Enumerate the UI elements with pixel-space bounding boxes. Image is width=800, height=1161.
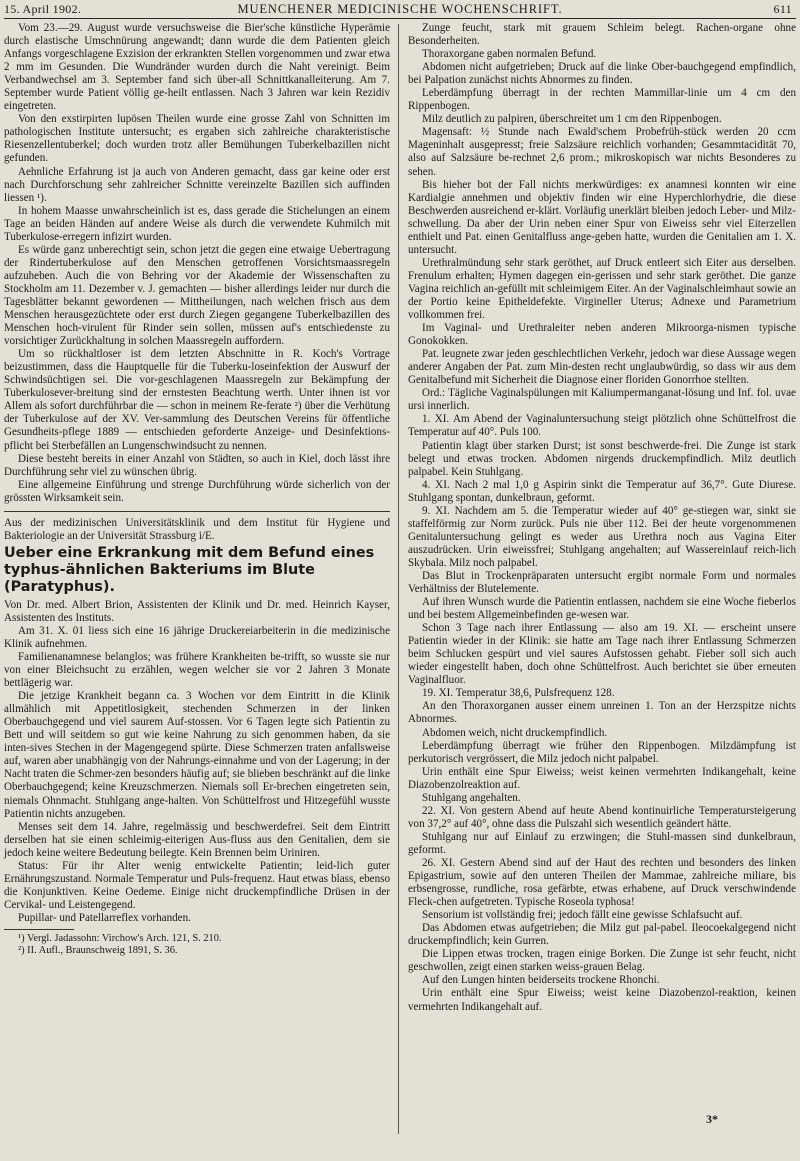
paragraph: 4. XI. Nach 2 mal 1,0 g Aspirin sinkt die Temperatur auf 36,7°. Gute Diurese. Stuhlgang spontan, dunkelbraun, geformt. xyxy=(408,478,796,504)
paragraph: 19. XI. Temperatur 38,6, Pulsfrequenz 128. xyxy=(422,687,615,700)
paragraph: Familienanamnese belanglos; was frühere Krankheiten be-trifft, so wusste sie nur von einer Bleichsucht zu erzählen, wegen welcher sie vor 2 Jahren 3 Monate bettlägerig war. xyxy=(4,651,390,690)
paragraph: 26. XI. Gestern Abend sind auf der Haut des rechten und besonders des linken Epigastrium, sowie auf den unteren Theilen der Mammae, zahlreiche miliare, bis erbsengrosse, rundliche, rosa gefärbte, etwas erhabene, auf Druck verschwindende Fleck-chen aufgetreten. Typische Roseola typhosa! xyxy=(408,857,796,909)
paragraph: Urin enthält eine Spur Eiweiss; weist keinen vermehrten Indikangehalt, keine Diazobenzolreaktion auf. xyxy=(408,765,796,791)
paragraph: Bis hieher bot der Fall nichts merkwürdiges: ex anamnesi konnten wir eine Kardialgie annehmen und objektiv finden wir eine Hyperchlorhydrie, die diese Beschwerden ausreichend er-klärt. Vorläufig unerklärt bleiben jedoch Leber- und Milz-schwellung. Da aber der Urin neben einer Spur von Eiweiss sehr viel Eiterzellen enthielt und Pat. einen Genitalfluss ange-geben hatte, wurden die Genitalien am 1. X. untersucht. xyxy=(408,178,796,256)
paragraph: Vom 23.—29. August wurde versuchsweise die Bier'sche künstliche Hyperämie durch elastische Umschnürung angewandt; dann wurde die dem Patienten gleich Anfangs vorgeschlagene Exzision der erkrankten Stellen vorgenommen und zwar etwa 2 mm im Gesunden. Die Wundränder wurden durch die Naht vereinigt. Beim Verbandwechsel am 3. September fand sich über-all Schnittkanalleiterung. Am 7. September wurde Patient völlig ge-heilt entlassen. Nach 3 Jahren war kein Rezidiv eingetreten. xyxy=(4,22,390,113)
page-number: 611 xyxy=(773,2,792,16)
footnote-rule xyxy=(4,929,74,930)
paragraph: Zunge feucht, stark mit grauem Schleim belegt. Rachen-organe ohne Besonderheiten. xyxy=(408,22,796,48)
printer-signature: 3* xyxy=(706,1112,718,1126)
issue-date: 15. April 1902. xyxy=(4,2,82,16)
paragraph: Auf ihren Wunsch wurde die Patientin entlassen, nachdem sie eine Woche fieberlos und bei bestem Allgemeinbefinden ge-wesen war. xyxy=(408,596,796,622)
paragraph: Stuhlgang angehalten. xyxy=(422,791,521,804)
paragraph: Eine allgemeine Einführung und strenge Durchführung würde sicherlich von der grössten Wirksamkeit sein. xyxy=(4,478,390,504)
paragraph: Menses seit dem 14. Jahre, regelmässig und beschwerdefrei. Seit dem Eintritt derselben hat sie einen schleimig-eiterigen Aus-fluss aus den Genitalien, dem sie jedoch keine weitere Bedeutung beilegte. Kein Brennen beim Uriniren. xyxy=(4,820,390,859)
paragraph: Im Vaginal- und Urethraleiter neben anderen Mikroorga-nismen typische Gonokokken. xyxy=(408,322,796,348)
paragraph: Stuhlgang nur auf Einlauf zu erzwingen; die Stuhl-massen sind dunkelbraun, geformt. xyxy=(408,830,796,856)
right-column xyxy=(408,22,796,1014)
paragraph: Magensaft: ½ Stunde nach Ewald'schem Probefrüh-stück werden 20 ccm Mageninhalt ausgepresst; freie Salzsäure reichlich vorhanden; Gesammtacidität 70, also auf Salzsäure be-rechnet 2,6 prom.; mikroskopisch war nichts Besonderes zu sehen. xyxy=(408,126,796,178)
paragraph: Die Lippen etwas trocken, tragen einige Borken. Die Zunge ist sehr feucht, nicht geschwollen, zeigt einen starken weiss-grauen Belag. xyxy=(408,948,796,974)
paragraph: 1. XI. Am Abend der Vaginaluntersuchung steigt plötzlich ohne Schüttelfrost die Temperatur auf 40°. Puls 100. xyxy=(408,413,796,439)
paragraph: Leberdämpfung überragt in der rechten Mammillar-linie um 4 cm den Rippenbogen. xyxy=(408,87,796,113)
paragraph: Aehnliche Erfahrung ist ja auch von Anderen gemacht, dass gar keine oder erst nach Durchforschung sehr zahlreicher Schnitte vereinzelte Bazillen sich auffinden liessen ¹). xyxy=(4,165,390,204)
paragraph: Schon 3 Tage nach ihrer Entlassung — also am 19. XI. — erscheint unsere Patientin wieder in der Klinik: sie hatte am Tage nach ihrer Entlassung Schmerzen beim Schlucken gespürt und viel saures Aufstossen gehabt. Fieber soll sich auch wieder eingestellt haben, doch ohne Schüttelfrost. Auch berichtet sie über erneuten Vaginalfluor. xyxy=(408,622,796,687)
paragraph: Das Abdomen etwas aufgetrieben; die Milz gut pal-pabel. Ileocoekalgegend nicht druckempfindlich; kein Gurren. xyxy=(408,922,796,948)
paragraph: Urethralmündung sehr stark geröthet, auf Druck entleert sich Eiter aus derselben. Frenulum erhalten; Hymen dagegen ein-gerissen und sehr stark geröthet. Die ganze Vagina reichlich an-gefüllt mit schleimigem Eiter. An der Vaginalschleimhaut sowie an der Portio keine Epitheldefekte. Virgineller Uterus; Adnexe und Parametrium vollkommen frei. xyxy=(408,256,796,322)
page-header xyxy=(4,0,796,18)
article-title: Ueber eine Erkrankung mit dem Befund eines typhus-ähnlichen Bakteriums im Blute (Paratyphus). xyxy=(4,544,375,595)
left-column xyxy=(4,22,390,958)
journal-title: MUENCHENER MEDICINISCHE WOCHENSCHRIFT. xyxy=(237,2,563,16)
header-rule xyxy=(4,18,796,19)
paragraph: Pupillar- und Patellarreflex vorhanden. xyxy=(18,911,191,924)
paragraph: Ord.: Tägliche Vaginalspülungen mit Kaliumpermanganat-lösung und Inf. fol. uvae ursi innerlich. xyxy=(408,387,796,413)
paragraph: Sensorium ist vollständig frei; jedoch fällt eine gewisse Schlafsucht auf. xyxy=(422,909,743,922)
paragraph: Auf den Lungen hinten beiderseits trockene Rhonchi. xyxy=(422,974,660,987)
footnote: ²) II. Aufl., Braunschweig 1891, S. 36. xyxy=(18,945,178,957)
paragraph: Thoraxorgane gaben normalen Befund. xyxy=(422,48,597,61)
paragraph: Die jetzige Krankheit begann ca. 3 Wochen vor dem Eintritt in die Klinik allmählich mit Appetitlosigkeit, stechenden Schmerzen in der linken Oberbauchgegend und viel saurem Auf-stossen. Vor 6 Tagen legte sich Patientin zu Bett und will seitdem so gut wie keine Nahrung zu sich genommen haben, da sie inten-sives Stechen in der Magengegend spürte. Diese Schmerzen traten anfallsweise auf, waren aber unabhängig von der Nahrungs-einnahme und von der Lagerung; in der Nacht traten die Schmer-zen besonders häufig auf; sie blieben beschränkt auf die linke Oberbauchgegend; keine Kreuzschmerzen. Niemals soll Er-brechen eingetreten sein, niemals Ohnmacht. Stuhlgang ange-halten. Von Schüttelfrost und Hitzegefühl wusste Patientin nichts anzugeben. xyxy=(4,690,390,820)
article-separator xyxy=(4,511,390,512)
paragraph: Leberdämpfung überragt wie früher den Rippenbogen. Milzdämpfung ist perkutorisch vergrössert, die Milz jedoch nicht palpabel. xyxy=(408,739,796,765)
paragraph: 22. XI. Von gestern Abend auf heute Abend kontinuirliche Temperatursteigerung von 37,2° auf 40°, ohne dass die Pulszahl sich wesentlich geändert hätte. xyxy=(408,804,796,830)
paragraph: Um so rückhaltloser ist dem letzten Abschnitte in R. Koch's Vortrage beizustimmen, dass die Hauptquelle für die Tuberku-loseinfektion der Auswurf der Schwindsüchtigen sei. Die vor-geschlagenen Maassregeln zur Bekämpfung der Tuberkulosever-breitung sind der ernstesten Beachtung werth. Unter ihnen ist vor Allem als sofort durchführbar die — schon in meinem Re-ferate ²) über die Verhütung der Tuberkulose auf der XV. Ver-sammlung des Deutschen Vereins für öffentliche Gesundheits-pflege 1889 — entschieden geforderte Anzeige- und Desinfektions-pflicht bei Sterbefällen an Lungenschwindsucht zu nennen. xyxy=(4,348,390,452)
paragraph: 9. XI. Nachdem am 5. die Temperatur wieder auf 40° ge-stiegen war, sinkt sie staffelförmig zur Norm zurück. Puls nie über 112. Bei der heute vorgenommenen Genitaluntersuchung gelingt es weder aus Urethra noch aus Vagina Eiter auszudrücken. Urin eiweissfrei; Stuhlgang angehalten; auf Wassereinlauf reich-lich Skybala. Milz noch palpabel. xyxy=(408,504,796,569)
paragraph: An den Thoraxorganen ausser einem unreinen 1. Ton an der Herzspitze nichts Abnormes. xyxy=(408,700,796,726)
paragraph: Status: Für ihr Alter wenig entwickelte Patientin; leid-lich guter Ernährungszustand. Normale Temperatur und Puls-frequenz. Haut etwas blass, ebenso die Konjunktiven. Keine Oedeme. Einige nicht druckempfindliche Drüsen in der Cervikal- und Leistengegend. xyxy=(4,859,390,911)
paragraph: Milz deutlich zu palpiren, überschreitet um 1 cm den Rippenbogen. xyxy=(422,113,722,126)
paragraph: Diese besteht bereits in einer Anzahl von Städten, so auch in Kiel, doch lässt ihre Durchführung sehr viel zu wünschen übrig. xyxy=(4,452,390,478)
paragraph: Abdomen weich, nicht druckempfindlich. xyxy=(422,726,608,739)
paragraph: In hohem Maasse unwahrscheinlich ist es, dass gerade die Stichelungen an einem Tage an beiden Händen auf andere Weise als durch die verwendete Kuhmilch mit Tuberkulose-erregern infizirt wurden. xyxy=(4,204,390,243)
paragraph: Das Blut in Trockenpräparaten untersucht ergibt normale Form und normales Verhältniss der Blutelemente. xyxy=(408,569,796,596)
institution-line: Aus der medizinischen Universitätsklinik und dem Institut für Hygiene und Bakteriologie an der Universität Strassburg i/E. xyxy=(4,516,390,542)
article-authors: Von Dr. med. Albert Brion, Assistenten der Klinik und Dr. med. Heinrich Kayser, Assistenten des Instituts. xyxy=(4,598,390,624)
paragraph: Patientin klagt über starken Durst; ist sonst beschwerde-frei. Die Zunge ist stark belegt und etwas trocken. Abdomen nirgends druckempfindlich. Milz deutlich palpabel. Kein Stuhlgang. xyxy=(408,439,796,478)
paragraph: Es würde ganz unberechtigt sein, schon jetzt die gegen eine etwaige Uebertragung der Rindertuberkulose auf den Menschen getroffenen Vorsichtsmaassregeln aufzuheben. Auch die von Behring vor der Akademie der Wissenschaften zu Stockholm am 11. Dezember v. J. gemachten — bisher allerdings leider nur durch die Tagesblätter bekannt gewordenen — Mittheilungen, nach welchen frisch aus dem Menschen herausgezüchtete oder erst durch Ziegen gegangene Tuberkelbazillen des Menschen hoch-virulent für Rinder sein sollen, müssen auf's entschiedenste zu vorsichtiger Zurückhaltung in solchen Maassregeln auffordern. xyxy=(4,243,390,348)
paragraph: Abdomen nicht aufgetrieben; Druck auf die linke Ober-bauchgegend empfindlich, bei Palpation zunächst nichts Abnormes zu finden. xyxy=(408,61,796,87)
column-divider xyxy=(398,24,399,1134)
footnote: ¹) Vergl. Jadassohn: Virchow's Arch. 121, S. 210. xyxy=(18,933,222,944)
paragraph: Von den exstirpirten lupösen Theilen wurde eine grosse Zahl von Schnitten im pathologischen Institute untersucht; es ergaben sich zahlreiche charakteristische Riesenzellentuberkel; doch wurden trotz aller Bemühungen Tuberkelbazillen nicht gefunden. xyxy=(4,113,390,165)
paragraph: Am 31. X. 01 liess sich eine 16 jährige Druckereiarbeiterin in die medizinische Klinik aufnehmen. xyxy=(4,624,390,650)
paragraph: Urin enthält eine Spur Eiweiss; weist keine Diazobenzol-reaktion, keinen vermehrten Indikangehalt auf. xyxy=(408,987,796,1013)
paragraph: Pat. leugnete zwar jeden geschlechtlichen Verkehr, jedoch war diese Aussage wegen anderer Angaben der Pat. zum Min-desten recht unglaubwürdig, so dass wir aus dem Genitalbefund mit Sicherheit die Diagnose einer floriden Gonorrhoe stellten. xyxy=(408,348,796,387)
